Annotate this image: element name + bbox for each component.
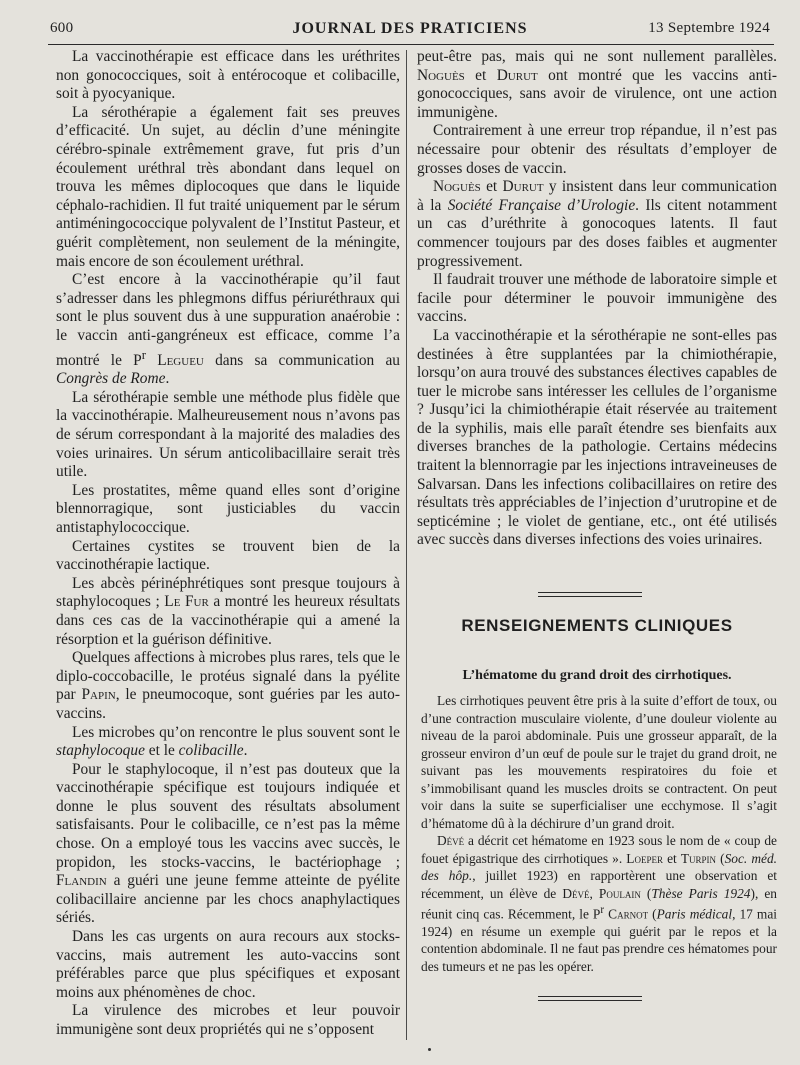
author-name: Dévé [437, 833, 465, 848]
paragraph: Contrairement à une erreur trop répandue, il n’est pas nécessaire pour obtenir des résultats d’employer de grosses doses de vaccin. [417, 122, 777, 177]
paragraph: Les abcès périnéphrétiques sont presque toujours à staphylocoques ; Le Fur a montré les heureux résultats dans ces cas de la vaccinothérapie qui a amené la résorption et la guérison définitive. [56, 574, 401, 648]
paragraph: Pour le staphylocoque, il n’est pas douteux que la vaccinothérapie spécifique est toujours indiquée et donne le plus souvent des résultats absolument satisfaisants. Pour le colibacille, ce n’est pas la même chose. On a employé tous les vaccins avec succès, le propidon, les stocks-vaccins, le bactériophage ; Flandin a guéri une jeune femme atteinte de pyélite colibacillaire ancienne par les chocs anaphylactiques sériés. [56, 760, 400, 927]
paragraph: La sérothérapie a également fait ses preuves d’efficacité. Un sujet, au déclin d’une méningite cérébro-spinale extrêmement grave, fut pris d’un écoulement uréthral très abondant dans lequel on trouva les mêmes diplocoques que dans le liquide céphalo-rachidien. Il fut traité uniquement par le sérum antiméningococcique polyvalent de l’Institut Pasteur, et guérit complètement, non seulement de la méningite, mais encore de son écoulement uréthral. [56, 103, 400, 270]
author-name: Loeper [626, 850, 663, 866]
section-divider [538, 592, 642, 600]
author-name: Poulain [598, 885, 641, 901]
left-column [56, 48, 400, 1040]
author-name: Papin [81, 686, 116, 704]
paragraph: La vaccinothérapie est efficace dans les uréthrites non gonococciques, soit à entérocoque et colibacille, soit à pyocyanique. [56, 48, 400, 103]
section-title: RENSEIGNEMENTS CLINIQUES [461, 616, 733, 635]
author-name: Le Fur [164, 593, 209, 611]
author-name: Durut [502, 178, 544, 196]
paragraph: peut-être pas, mais qui ne sont nullement parallèles. Noguès et Durut ont montré que les vaccins anti-gonococciques, sans avoir de virulence, ont une action immunigène. [417, 48, 777, 121]
paragraph: Quelques affections à microbes plus rares, tels que le diplo-coccobacille, le protéus signalé dans la pyélite par Papin, le pneumocoque, sont guéries par les auto-vaccins. [56, 649, 400, 722]
page-number: 600 [50, 20, 74, 36]
page-header [50, 20, 770, 44]
paragraph: Certaines cystites se trouvent bien de la vaccinothérapie lactique. [56, 537, 400, 574]
author-name: Carnot [608, 906, 649, 922]
paragraph: Les cirrhotiques peuvent être pris à la suite d’effort de toux, ou d’une contraction musculaire violente, d’une douleur violente au niveau de la paroi abdominale. Puis une grosseur apparaît, de la grosseur environ d’un œuf de poule sur le trajet du grand droit, ne suivant pas les mouvements respiratoires du foie et s’immobilisant quand les muscles droits se contractent. On peut voir dans la suite se superficialiser une ecchymose. Il s’agit d’hématome dû à la déchirure d’un grand droit. [421, 693, 777, 831]
column-separator [406, 50, 407, 1040]
issue-date: 13 Septembre 1924 [648, 20, 770, 36]
author-name: Noguès [417, 66, 465, 84]
paragraph: La virulence des microbes et leur pouvoir immunigène sont deux propriétés qui ne s’opposent [56, 1002, 400, 1038]
article-subtitle: L’hématome du grand droit des cirrhotiques. [462, 668, 732, 683]
author-name: Durut [496, 66, 538, 84]
author-name: Turpin [680, 850, 717, 866]
paragraph: La sérothérapie semble une méthode plus fidèle que la vaccinothérapie. Malheureusement nous n’avons pas de sérum correspondant à la majorité des maladies des voies urinaires. Un sérum anticolibacillaire serait très utile. [56, 388, 400, 481]
paragraph: Les prostatites, même quand elles sont d’origine blennorragique, sont justiciables du vaccin antistaphylococcique. [56, 481, 400, 536]
paragraph: Dévé a décrit cet hématome en 1923 sous le nom de « coup de fouet épigastrique des cirrhotiques ». Loeper et Turpin (Soc. méd. des hôp., juillet 1923) en rapportèrent une observation et récemment, un élève de Dévé, Poulain (Thèse Paris 1924), en réunit cinq cas. Récemment, le $P^r$ Carnot (Paris médical, 17 mai 1924) en résume un exemple qui guérit par le repos et la contention abdominale. Il ne faut pas prendre ces hématomes pour des tumeurs et ne pas les opérer. [421, 833, 778, 974]
end-divider [538, 996, 642, 1004]
author-name: Noguès [433, 178, 481, 196]
paragraph: C’est encore à la vaccinothérapie qu’il faut s’adresser dans les phlegmons diffus périuréthraux qui sont le plus souvent dus à une suppuration anaérobie : le vaccin anti-gangréneux est efficace, comme l’a montré le $P^r$ Legueu dans sa communication au Congrès de Rome. [56, 271, 400, 388]
right-column [417, 48, 777, 550]
paragraph: Il faudrait trouver une méthode de laboratoire simple et facile pour déterminer le pouvoir immunigène des vaccins. [417, 271, 777, 326]
author-name: Legueu [157, 351, 204, 369]
paragraph: Noguès et Durut y insistent dans leur communication à la Société Française d’Urologie. Ils citent notamment un cas d’uréthrite à gonocoques latents. Il faut commencer toujours par des doses faibles et augmenter progressivement. [417, 178, 778, 270]
print-mark [428, 1048, 431, 1051]
section-body [421, 692, 777, 975]
journal-title: JOURNAL DES PRATICIENS [292, 20, 528, 37]
author-name: Dévé [562, 885, 590, 901]
paragraph: La vaccinothérapie et la sérothérapie ne sont-elles pas destinées à être supplantées par la chimiothérapie, lorsqu’on aura trouvé des substances électives capables de tuer le microbe sans intéresser les cellules de l’organisme ? Jusqu’ici la chimiothérapie était réservée au traitement de la syphilis, mais elle paraît étendre ses bienfaits aux diverses branches de la pathologie. Certains médecins traitent la blennorragie par les injections intraveineuses de Salvarsan. Dans les infections colibacillaires on retire des résultats très appréciables de l’injection d’urutropine et de septicémine ; le violet de gentiane, etc., ont été utilisés avec succès dans diverses infections des voies urinaires. [417, 326, 777, 549]
paragraph: Dans les cas urgents on aura recours aux stocks-vaccins, mais autrement les auto-vaccins sont préférables parce que plus spécifiques et exposant moins aux phénomènes de choc. [56, 928, 400, 1001]
header-rule [48, 44, 774, 45]
author-name: Flandin [56, 872, 107, 890]
paragraph: Les microbes qu’on rencontre le plus souvent sont le staphylocoque et le colibacille. [56, 723, 400, 760]
